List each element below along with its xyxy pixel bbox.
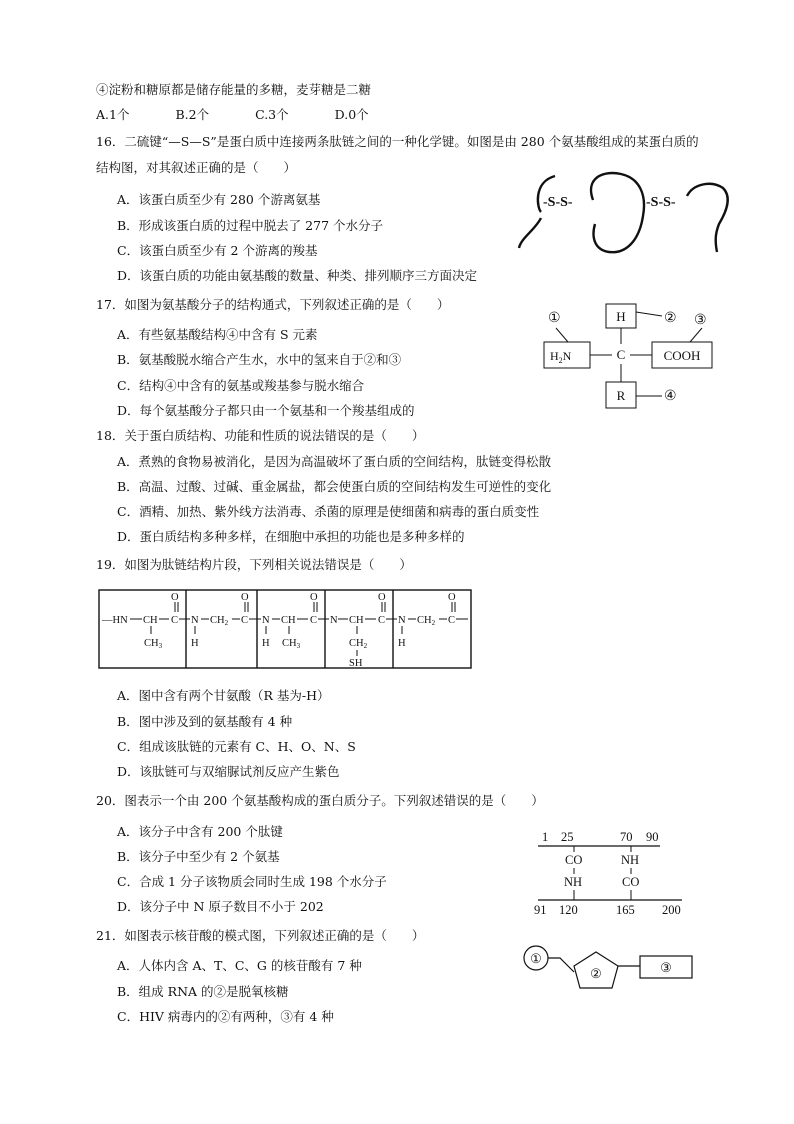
- choice-d: D.0个: [334, 107, 369, 122]
- svg-text:25: 25: [561, 830, 574, 844]
- q19-option-c: C．组成该肽链的元素有 C、H、O、N、S: [117, 739, 356, 754]
- svg-text:90: 90: [646, 830, 659, 844]
- svg-text:②: ②: [590, 966, 602, 981]
- svg-text:O: O: [241, 592, 249, 603]
- q20-stem: 20．图表示一个由 200 个氨基酸构成的蛋白质分子。下列叙述错误的是（ ）: [96, 793, 544, 808]
- q16-option-d: D．该蛋白质的功能由氨基酸的数量、种类、排列顺序三方面决定: [117, 268, 478, 283]
- svg-text:③: ③: [660, 960, 672, 975]
- alpha-carbon: C: [616, 347, 626, 362]
- q19-option-d: D．该肽链可与双缩脲试剂反应产生紫色: [117, 764, 340, 779]
- svg-text:H: H: [398, 638, 406, 649]
- svg-text:C: C: [448, 615, 456, 626]
- choice-a: A.1个: [96, 107, 130, 122]
- svg-text:O: O: [448, 592, 456, 603]
- q17-option-b: B．氨基酸脱水缩合产生水，水中的氢来自于②和③: [117, 352, 402, 367]
- choice-b: B.2个: [175, 107, 210, 122]
- q18-stem: 18．关于蛋白质结构、功能和性质的说法错误的是（ ）: [96, 428, 425, 443]
- q16-option-a: A．该蛋白质至少有 280 个游离氨基: [117, 192, 321, 207]
- svg-text:H: H: [191, 638, 199, 649]
- q20-option-d: D．该分子中 N 原子数目不小于 202: [117, 899, 324, 914]
- q21-stem: 21．如图表示核苷酸的模式图，下列叙述正确的是（ ）: [96, 928, 425, 943]
- q19-peptide-figure: [98, 588, 473, 670]
- q16-option-b: B．形成该蛋白质的过程中脱去了 277 个水分子: [117, 218, 383, 233]
- svg-text:C: C: [171, 615, 179, 626]
- prev-statement-4: ④淀粉和糖原都是储存能量的多糖，麦芽糖是二糖: [96, 82, 372, 97]
- q21-nucleotide-figure: [518, 944, 718, 994]
- svg-text:120: 120: [559, 903, 578, 917]
- amino-group: $H_2N$: [550, 349, 572, 365]
- svg-text:CH: CH: [143, 615, 158, 626]
- q17-option-c: C．结构④中含有的氨基或羧基参与脱水缩合: [117, 378, 365, 393]
- svg-text:N: N: [330, 615, 338, 626]
- q21-option-c: C．HIV 病毒内的②有两种，③有 4 种: [117, 1009, 334, 1024]
- q16-stem-line1: 16．二硫键“—S—S”是蛋白质中连接两条肽链之间的一种化学键。如图是由 280 个氨基酸组成的某蛋白质的: [96, 134, 699, 149]
- svg-text:CH3: CH3: [282, 638, 301, 650]
- svg-text:H: H: [262, 638, 270, 649]
- disulfide-bond-1: -S-S-: [543, 195, 573, 210]
- q18-option-a: A．煮熟的食物易被消化，是因为高温破坏了蛋白质的空间结构，肽链变得松散: [117, 454, 552, 469]
- q16-stem-line2: 结构图，对其叙述正确的是（ ）: [96, 160, 297, 175]
- r-group: R: [616, 388, 626, 403]
- svg-text:CO: CO: [565, 853, 583, 867]
- choice-c: C.3个: [255, 107, 289, 122]
- sulfhydryl-group: SH: [349, 658, 363, 669]
- svg-text:CH: CH: [281, 615, 296, 626]
- svg-text:NH: NH: [621, 853, 640, 867]
- q19-option-b: B．图中涉及到的氨基酸有 4 种: [117, 714, 293, 729]
- svg-text:CH3: CH3: [144, 638, 163, 650]
- svg-text:N: N: [262, 615, 270, 626]
- svg-text:N: N: [191, 615, 199, 626]
- q18-option-b: B．高温、过酸、过碱、重金属盐，都会使蛋白质的空间结构发生可逆性的变化: [117, 479, 552, 494]
- svg-text:C: C: [378, 615, 386, 626]
- q17-option-a: A．有些氨基酸结构④中含有 S 元素: [117, 327, 318, 342]
- h-atom: H: [616, 309, 626, 324]
- q17-option-d: D．每个氨基酸分子都只由一个氨基和一个羧基组成的: [117, 403, 415, 418]
- q18-option-d: D．蛋白质结构多种多样，在细胞中承担的功能也是多种多样的: [117, 529, 465, 544]
- svg-text:200: 200: [662, 903, 681, 917]
- svg-text:O: O: [310, 592, 318, 603]
- q21-option-b: B．组成 RNA 的②是脱氧核糖: [117, 984, 289, 999]
- svg-text:NH: NH: [564, 875, 583, 889]
- svg-text:91: 91: [534, 903, 547, 917]
- q20-option-a: A．该分子中含有 200 个肽键: [117, 824, 283, 839]
- q17-stem: 17．如图为氨基酸分子的结构通式，下列叙述正确的是（ ）: [96, 297, 450, 312]
- svg-text:CO: CO: [622, 875, 640, 889]
- svg-text:C: C: [310, 615, 318, 626]
- svg-text:1: 1: [542, 830, 549, 844]
- q17-amino-acid-figure: [540, 300, 720, 414]
- svg-text:CH2: CH2: [210, 615, 229, 627]
- n-terminal: —HN: [102, 615, 128, 626]
- svg-text:N: N: [398, 615, 406, 626]
- svg-text:CH2: CH2: [349, 638, 368, 650]
- q18-option-c: C．酒精、加热、紫外线方法消毒、杀菌的原理是使细菌和病毒的蛋白质变性: [117, 504, 540, 519]
- marker-3: ③: [694, 313, 707, 328]
- q16-option-c: C．该蛋白质至少有 2 个游离的羧基: [117, 243, 318, 258]
- marker-1: ①: [548, 311, 561, 326]
- q19-option-a: A．图中含有两个甘氨酸（R 基为-H）: [117, 688, 330, 703]
- svg-text:O: O: [171, 592, 179, 603]
- svg-text:①: ①: [530, 951, 542, 966]
- svg-text:O: O: [378, 592, 386, 603]
- svg-text:CH2: CH2: [417, 615, 436, 627]
- q21-option-a: A．人体内含 A、T、C、G 的核苷酸有 7 种: [117, 958, 362, 973]
- q20-protein-figure: [532, 826, 692, 918]
- svg-text:CH: CH: [349, 615, 364, 626]
- q16-protein-figure: [515, 168, 735, 260]
- svg-text:C: C: [241, 615, 249, 626]
- q20-option-b: B．该分子中至少有 2 个氨基: [117, 849, 280, 864]
- marker-4: ④: [664, 389, 677, 404]
- marker-2: ②: [664, 311, 677, 326]
- svg-text:165: 165: [616, 903, 635, 917]
- q20-option-c: C．合成 1 分子该物质会同时生成 198 个水分子: [117, 874, 387, 889]
- svg-text:70: 70: [620, 830, 633, 844]
- carboxyl-group: COOH: [663, 348, 701, 363]
- prev-choices: [96, 107, 415, 123]
- disulfide-bond-2: -S-S-: [646, 195, 676, 210]
- q19-stem: 19．如图为肽链结构片段，下列相关说法错误是（ ）: [96, 557, 412, 572]
